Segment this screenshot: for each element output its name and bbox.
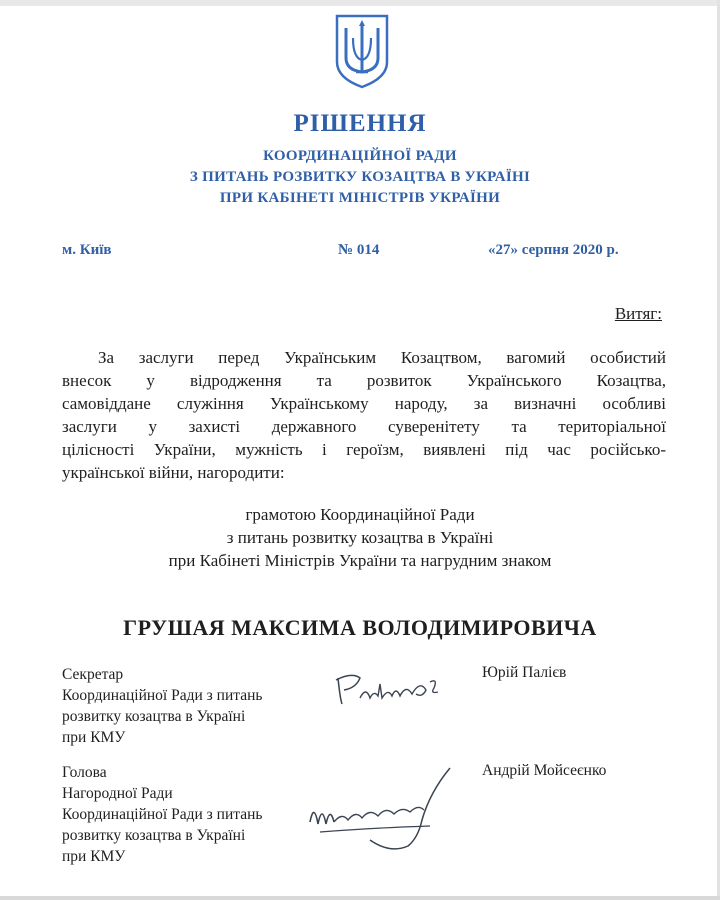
secretary-name: Юрій Палієв (482, 664, 567, 681)
role-line: Координаційної Ради з питань (62, 806, 263, 823)
role-line: Координаційної Ради з питань (62, 687, 263, 704)
council-name-line-3: ПРИ КАБІНЕТІ МІНІСТРІВ УКРАЇНИ (219, 190, 501, 206)
decision-body (62, 346, 666, 484)
council-name-line-1: КООРДИНАЦІЙНОЇ РАДИ (263, 148, 457, 164)
body-line: заслуги у захисті державного суверенітету та територіальної (62, 417, 666, 436)
document-title: РІШЕННЯ (293, 110, 427, 137)
document-city: м. Київ (62, 242, 112, 258)
document-number: № 014 (338, 242, 380, 258)
role-line: розвитку козацтва в Україні (62, 827, 246, 844)
body-line: самовіддане служіння Українському народу, за визначні особливі (62, 394, 666, 413)
role-line: розвитку козацтва в Україні (62, 708, 246, 725)
body-line: внесок у відродження та розвиток Українського Козацтва, (62, 371, 666, 390)
document-date: «27» серпня 2020 р. (488, 242, 619, 258)
body-line: цілісності України, мужність і героїзм, виявлені під час російсько- (62, 440, 666, 459)
chairman-name: Андрій Мойсеєнко (482, 762, 607, 779)
recipient-name: ГРУШАЯ МАКСИМА ВОЛОДИМИРОВИЧА (123, 615, 597, 640)
body-line: української війни, нагородити: (62, 463, 285, 482)
extract-label: Витяг: (614, 304, 662, 323)
role-line: при КМУ (62, 848, 126, 865)
award-line-1: грамотою Координаційної Ради (245, 505, 475, 524)
role-line: Секретар (62, 666, 124, 683)
council-name-line-2: З ПИТАНЬ РОЗВИТКУ КОЗАЦТВА В УКРАЇНІ (189, 169, 531, 185)
ukraine-trident-icon (333, 12, 391, 90)
chairman-signature (300, 762, 460, 858)
top-border (0, 0, 720, 6)
award-line-3: при Кабінеті Міністрів України та нагрудним знаком (168, 551, 552, 570)
secretary-signature (330, 668, 450, 710)
role-line: при КМУ (62, 729, 126, 746)
role-line: Нагородної Ради (62, 785, 173, 802)
chairman-role (62, 762, 262, 867)
bottom-border (0, 896, 720, 900)
secretary-role (62, 664, 262, 748)
body-line: За заслуги перед Українським Козацтвом, вагомий особистий (98, 348, 666, 367)
award-line-2: з питань розвитку козацтва в Україні (226, 528, 494, 547)
role-line: Голова (62, 764, 107, 781)
